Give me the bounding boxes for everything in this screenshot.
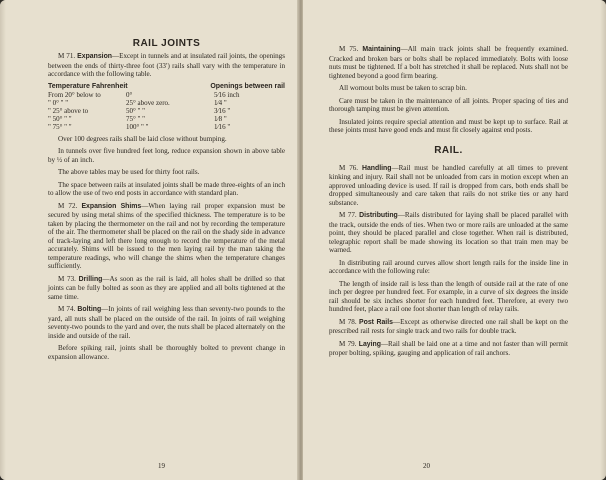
paragraph: Care must be taken in the maintenance of all joints. Proper spacing of ties and thorough tamping must be given attention. bbox=[329, 96, 568, 113]
rule-text: —When laying rail proper expansion must be secured by using metal shims of the specified thickness. The temperature is to be taken by placing the thermometer on the rail and not by recording the temperature of the air. The thermometer shall be placed on the rail on the shady side in advance of track-laying and left there long enough to record the temperature of the metal accurately. Shims will be issued to the men laying rail by the man taking the temperature readings, who will change the shims when the temperature changes sufficiently. bbox=[48, 201, 286, 271]
rule-m78 bbox=[329, 318, 568, 336]
rule-label: M 71. bbox=[58, 52, 76, 60]
rule-title: Laying bbox=[358, 340, 381, 348]
cell-opening: 1⁄4 " bbox=[214, 98, 227, 107]
rule-m76 bbox=[329, 164, 568, 208]
cell-opening: 1⁄16 " bbox=[214, 123, 231, 132]
rule-label: M 75. bbox=[339, 45, 359, 53]
paragraph: Over 100 degrees rails shall be laid close without bumping. bbox=[58, 134, 227, 143]
cell-to: 75° " " bbox=[126, 115, 146, 124]
rule-text: —Except as otherwise directed one rail shall be kept on the prescribed rail rests for single track and two rails for double track. bbox=[329, 317, 568, 335]
paragraph: The above tables may be used for thirty foot rails. bbox=[58, 168, 200, 177]
rule-title: Distributing bbox=[359, 212, 398, 219]
rule-text: —Rails distributed for laying shall be placed parallel with the track, outside the ends of ties. When two or more rails are unloaded at the same point, they should be placed parallel and close together. When rail is distributed, telegraphic report shall be made showing its location so that train men may be warned. bbox=[329, 211, 568, 254]
page-edge bbox=[600, 0, 606, 480]
section-heading: RAIL JOINTS bbox=[132, 38, 201, 49]
rule-title: Expansion bbox=[77, 53, 113, 60]
page-edge bbox=[0, 0, 6, 480]
rule-title: Drilling bbox=[78, 275, 103, 283]
cell-to: 50° " " bbox=[126, 106, 146, 115]
table-row bbox=[48, 115, 285, 123]
rule-m71 bbox=[48, 52, 285, 79]
rule-label: M 74. bbox=[58, 305, 76, 314]
table-row bbox=[48, 99, 285, 107]
rule-title: Handling bbox=[361, 164, 392, 172]
cell-opening: 1⁄8 " bbox=[214, 115, 227, 124]
cell-to: 0° bbox=[126, 90, 133, 99]
paragraph: In tunnels over five hundred feet long, reduce expansion shown in above table by ½ of an inch. bbox=[48, 147, 285, 164]
cell-opening: 3⁄16 " bbox=[214, 106, 231, 115]
rule-text: —Except in tunnels and at insulated rail joints, the openings between the ends of thirty-three foot (33′) rails shall vary with the temperature in accordance with the following table. bbox=[48, 52, 285, 78]
paragraph: Insulated joints require special attention and must be kept up to surface. Rail at these joints must have good ends and must fit closely against end posts. bbox=[329, 117, 568, 134]
section-heading: RAIL. bbox=[434, 144, 463, 156]
rule-label: M 77. bbox=[339, 211, 357, 219]
rule-label: M 76. bbox=[339, 163, 359, 172]
rule-text: —Rail must be handled carefully at all times to prevent kinking and injury. Rail shall not be unloaded from cars in motion except when an approved unloading device is used. If rail is dropped from cars, both ends shall be dropped simultaneously and care taken that rails do not strike ties or any hard substance. bbox=[329, 163, 568, 207]
rule-title: Bolting bbox=[77, 306, 102, 314]
paragraph: Before spiking rail, joints shall be thoroughly bolted to prevent change in expansion allowance. bbox=[48, 344, 285, 361]
table-row bbox=[48, 91, 285, 99]
cell-temp: From 20° below to bbox=[48, 90, 101, 99]
table-row bbox=[48, 107, 285, 115]
rule-text: —Rail shall be laid one at a time and not faster than will permit proper bolting, spiking, gauging and application of rail anchors. bbox=[329, 339, 569, 357]
paragraph: In distributing rail around curves allow short length rails for the inside line in accordance with the following rule: bbox=[329, 258, 568, 275]
right-page bbox=[303, 0, 606, 480]
rule-label: M 78. bbox=[339, 317, 357, 326]
table-col-temp: Temperature Fahrenheit bbox=[48, 82, 128, 90]
table-row bbox=[48, 123, 285, 131]
left-page bbox=[0, 0, 299, 480]
paragraph: The space between rails at insulated joints shall be made three-eights of an inch to allow the use of two end posts in accordance with standard plan. bbox=[48, 180, 285, 198]
cell-temp: " 75° " " bbox=[48, 123, 72, 132]
rule-label: M 79. bbox=[339, 339, 357, 348]
table-col-openings: Openings between rail bbox=[210, 82, 285, 90]
cell-to: 25° above zero. bbox=[126, 98, 170, 107]
rule-label: M 72. bbox=[58, 201, 78, 210]
expansion-table bbox=[48, 91, 285, 132]
table-header bbox=[48, 83, 285, 90]
cell-opening: 5⁄16 inch bbox=[214, 90, 240, 99]
cell-temp: " 50° " " bbox=[48, 115, 72, 124]
rule-label: M 73. bbox=[58, 274, 76, 283]
paragraph: The length of inside rail is less than the length of outside rail at the rate of one inch per degree per hundred feet. For example, in a curve of six degrees the inside rail should be six inches shorter for each hundred feet. Therefore, at every two hundred feet, place a rail one foot shorter than length of relay rails. bbox=[329, 279, 568, 313]
rule-m75 bbox=[329, 45, 568, 80]
rule-m79 bbox=[329, 340, 568, 358]
rule-text: —As soon as the rail is laid, all holes shall be drilled so that joints can be fully bolted as soon as they are applied and all bolts tightened at the same time. bbox=[48, 274, 285, 301]
rule-text: —In joints of rail weighing less than seventy-two pounds to the yard, all nuts shall be placed on the outside of the rail. In joints of rail weighing seventy-two pounds to the yard and over, the nuts shall be placed alternately on the inside and outside of the rail. bbox=[48, 305, 286, 340]
paragraph: All wornout bolts must be taken to scrap bin. bbox=[339, 84, 467, 92]
rule-title: Post Rails bbox=[359, 318, 393, 326]
rule-m73 bbox=[48, 275, 285, 302]
page-number: 19 bbox=[158, 462, 165, 470]
rule-m77 bbox=[329, 211, 568, 255]
rule-title: Maintaining bbox=[362, 46, 401, 53]
rule-title: Expansion Shims bbox=[81, 202, 142, 210]
cell-temp: " 0° " " bbox=[48, 98, 69, 107]
rule-text: —All main track joints shall be frequently examined. Cracked and broken bars or bolts shall be replaced immediately. Bolts with loose nuts must be tightened. If a bolt has stretched it shall be replaced. Nuts shall not be tightened beyond a good firm bearing. bbox=[329, 45, 568, 80]
rule-m74 bbox=[48, 305, 285, 340]
cell-to: 100° " " bbox=[126, 123, 149, 132]
page-number: 20 bbox=[423, 462, 430, 470]
rule-m72 bbox=[48, 202, 285, 271]
cell-temp: " 25° above to bbox=[48, 106, 89, 115]
